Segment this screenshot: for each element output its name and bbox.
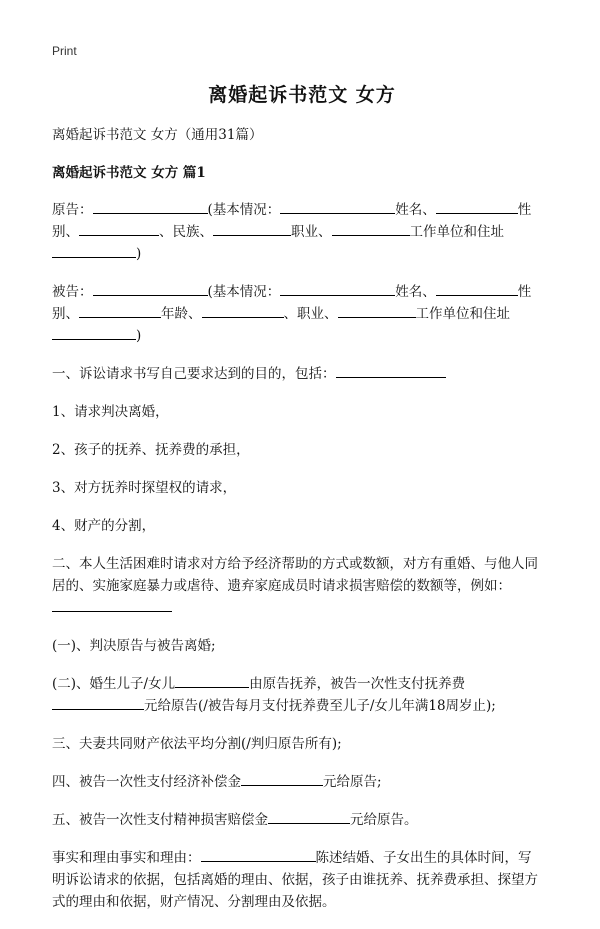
text: 五、被告一次性支付精神损害赔偿金 [52, 812, 268, 828]
subtitle: 离婚起诉书范文 女方（通用31篇） [52, 127, 263, 143]
blank [93, 199, 208, 214]
text: (基本情况： [207, 202, 281, 218]
section-heading: 离婚起诉书范文 女方 篇1 [52, 165, 206, 181]
blank [332, 221, 410, 236]
blank [52, 695, 144, 710]
claim-item: 3、对方抚养时探望权的请求， [52, 480, 237, 496]
blank [336, 363, 446, 378]
blank [436, 281, 518, 296]
blank [280, 199, 395, 214]
text: 式的理由和依据，财产情况、分割理由及依据。 [52, 894, 336, 910]
text: 四、被告一次性支付经济补偿金 [52, 774, 241, 790]
blank [201, 847, 316, 862]
blank [338, 303, 416, 318]
print-link[interactable]: Print [52, 44, 77, 58]
blank [268, 809, 350, 824]
text: (二)、婚生儿子/女儿 [52, 676, 176, 692]
claim-item: 2、孩子的抚养、抚养费的承担， [52, 442, 250, 458]
blank [241, 771, 323, 786]
plaintiff-label: 原告： [52, 202, 93, 218]
blank [52, 597, 172, 612]
text: 元给原告(/被告每月支付抚养费至儿子/女儿年满18周岁止); [144, 698, 496, 714]
plaintiff-block [52, 199, 552, 265]
text: 陈述结婚、子女出生的具体时间，写 [315, 850, 532, 866]
text: 元给原告。 [350, 812, 418, 828]
text: 年龄、 [161, 306, 202, 322]
text: (基本情况： [207, 284, 281, 300]
text: 由原告抚养，被告一次性支付抚养费 [249, 676, 466, 692]
claim-item: 1、请求判决离婚， [52, 404, 169, 420]
item-one: (一)、判决原告与被告离婚; [52, 638, 216, 654]
text: 一、诉讼请求书写自己要求达到的目的，包括： [52, 366, 336, 382]
text: 性 [517, 202, 532, 218]
text: 工作单位和住址 [409, 224, 504, 240]
claim-item: 4、财产的分割， [52, 518, 156, 534]
text: 事实和理由事实和理由： [52, 850, 201, 866]
text: ) [136, 246, 142, 262]
text: 、职业、 [283, 306, 338, 322]
blank [436, 199, 518, 214]
blank [79, 221, 159, 236]
document-page [52, 44, 552, 929]
text: 工作单位和住址 [415, 306, 510, 322]
text: 职业、 [291, 224, 332, 240]
blank [175, 673, 249, 688]
blank [52, 325, 136, 340]
blank [79, 303, 161, 318]
item-four [52, 771, 552, 793]
defendant-label: 被告： [52, 284, 93, 300]
section-two [52, 553, 552, 619]
text: ) [136, 328, 142, 344]
text: 别、 [52, 224, 79, 240]
text: 二、本人生活困难时请求对方给予经济帮助的方式或数额，对方有重婚、与他人同 [52, 556, 538, 572]
text: 性 [517, 284, 532, 300]
page-title: 离婚起诉书范文 女方 [208, 84, 396, 106]
blank [280, 281, 395, 296]
text: 元给原告; [323, 774, 382, 790]
blank [202, 303, 284, 318]
text: 、民族、 [159, 224, 213, 240]
text: 明诉讼请求的依据，包括离婚的理由、依据，孩子由谁抚养、抚养费承担、探望方 [52, 872, 538, 888]
blank [52, 243, 136, 258]
text: 别、 [52, 306, 79, 322]
text: 居的、实施家庭暴力或虐待、遗弃家庭成员时请求损害赔偿的数额等，例如： [52, 578, 511, 594]
item-three: 三、夫妻共同财产依法平均分割(/判归原告所有); [52, 736, 342, 752]
item-two [52, 673, 552, 717]
facts-section [52, 847, 552, 913]
text: 姓名、 [395, 202, 436, 218]
blank [93, 281, 208, 296]
defendant-block [52, 281, 552, 347]
text: 姓名、 [395, 284, 436, 300]
claims-intro [52, 363, 552, 385]
blank [213, 221, 291, 236]
